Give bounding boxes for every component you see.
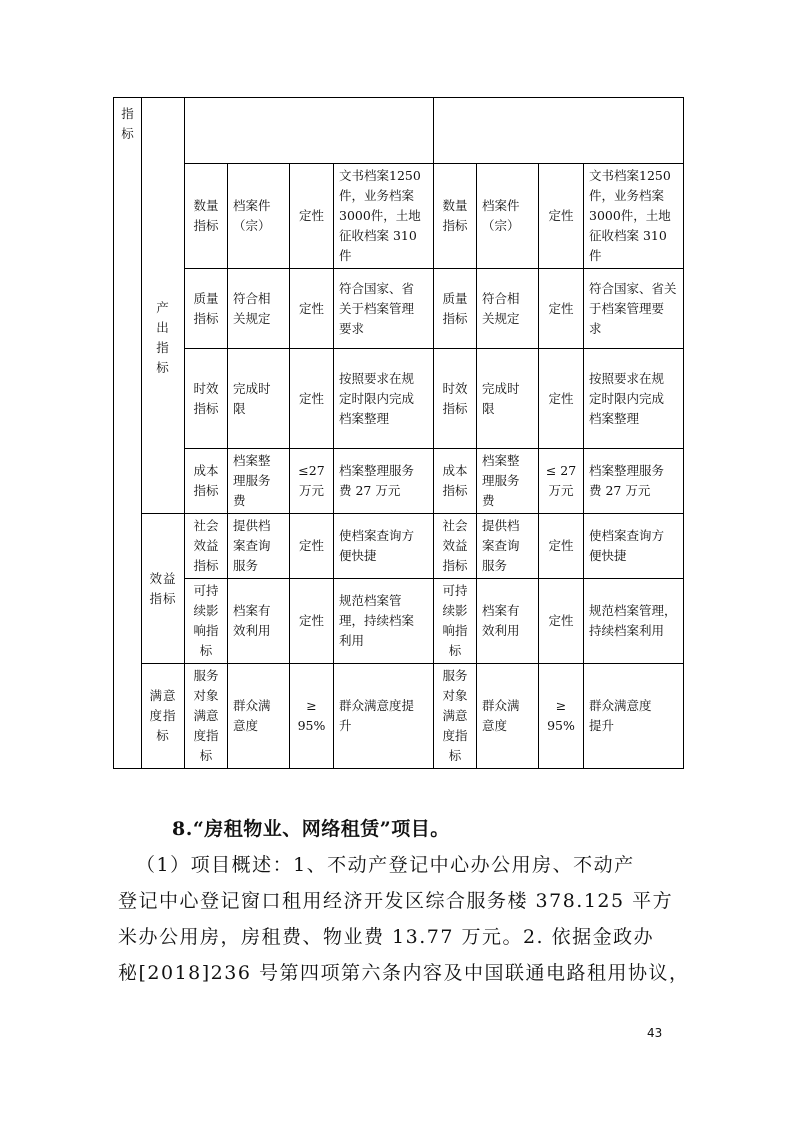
right-indicator-target-cell: 使档案查询方 便快捷	[584, 514, 684, 579]
right-level3-indicator-cell: 可持 续影 响指 标	[434, 579, 477, 664]
right-level3-indicator-cell: 服务 对象 满意 度指 标	[434, 664, 477, 769]
right-indicator-name-cell: 档案整 理服务 费	[477, 449, 539, 514]
left-level3-indicator-cell: 成本 指标	[185, 449, 228, 514]
right-indicator-name-cell: 完成时 限	[477, 349, 539, 449]
left-indicator-name-cell: 群众满 意度	[228, 664, 290, 769]
indicator-row	[114, 664, 684, 769]
left-indicator-name-cell: 档案整 理服务 费	[228, 449, 290, 514]
left-indicator-nature-cell: 定性	[290, 514, 334, 579]
right-indicator-nature-cell: 定性	[539, 269, 584, 349]
paragraph-line-3: 米办公用房，房租费、物业费 13.77 万元。2. 依据金政办	[118, 926, 655, 948]
indicator-row	[114, 349, 684, 449]
left-level3-indicator-cell: 社会 效益 指标	[185, 514, 228, 579]
right-indicator-name-cell: 提供档 案查询 服务	[477, 514, 539, 579]
level2-output-cell: 产 出 指 标	[142, 164, 185, 514]
left-level3-indicator-cell: 时效 指标	[185, 349, 228, 449]
indicator-row	[114, 449, 684, 514]
left-level3-indicator-cell: 质量 指标	[185, 269, 228, 349]
paragraph-line-2: 登记中心登记窗口租用经济开发区综合服务楼 378.125 平方	[118, 890, 674, 912]
performance-indicator-table	[113, 97, 684, 769]
left-indicator-target-cell: 使档案查询方 便快捷	[334, 514, 434, 579]
left-level3-indicator-cell: 数量 指标	[185, 164, 228, 269]
left-indicator-target-cell: 规范档案管 理，持续档案 利用	[334, 579, 434, 664]
left-indicator-target-cell: 群众满意度提 升	[334, 664, 434, 769]
indicator-row	[114, 269, 684, 349]
right-indicator-nature-cell: 定性	[539, 164, 584, 269]
level2-satisfaction-cell: 满意 度指 标	[142, 664, 185, 769]
paragraph-line-1: （1）项目概述：1、不动产登记中心办公用房、不动产	[136, 854, 635, 876]
right-level3-indicator-cell: 质量 指标	[434, 269, 477, 349]
left-indicator-target-cell: 档案整理服务 费 27 万元	[334, 449, 434, 514]
indicator-row	[114, 164, 684, 269]
right-indicator-target-cell: 档案整理服务 费 27 万元	[584, 449, 684, 514]
paragraph-line-4: 秘[2018]236 号第四项第六条内容及中国联通电路租用协议，	[118, 962, 690, 984]
left-level3-indicator-cell: 可持 续影 响指 标	[185, 579, 228, 664]
left-indicator-name-cell: 档案有 效利用	[228, 579, 290, 664]
level2-benefit-cell: 效益 指标	[142, 514, 185, 664]
right-level3-indicator-cell: 时效 指标	[434, 349, 477, 449]
section-heading: 8.“房租物业、网络租赁”项目。	[172, 818, 450, 840]
left-indicator-nature-cell: 定性	[290, 349, 334, 449]
left-indicator-nature-cell: 定性	[290, 164, 334, 269]
left-indicator-target-cell: 按照要求在规 定时限内完成 档案整理	[334, 349, 434, 449]
right-indicator-name-cell: 档案件 （宗）	[477, 164, 539, 269]
right-level3-indicator-cell: 数量 指标	[434, 164, 477, 269]
left-indicator-target-cell: 符合国家、省 关于档案管理 要求	[334, 269, 434, 349]
right-indicator-nature-cell: 定性	[539, 579, 584, 664]
right-indicator-target-cell: 符合国家、省关 于档案管理要 求	[584, 269, 684, 349]
left-indicator-nature-cell: 定性	[290, 579, 334, 664]
right-indicator-target-cell: 群众满意度 提升	[584, 664, 684, 769]
left-indicator-name-cell: 档案件 （宗）	[228, 164, 290, 269]
indicator-row	[114, 579, 684, 664]
left-indicator-name-cell: 提供档 案查询 服务	[228, 514, 290, 579]
right-indicator-name-cell: 符合相 关规定	[477, 269, 539, 349]
right-indicator-target-cell: 规范档案管理， 持续档案利用	[584, 579, 684, 664]
right-indicator-nature-cell: 定性	[539, 514, 584, 579]
left-indicator-name-cell: 符合相 关规定	[228, 269, 290, 349]
left-indicator-nature-cell: 定性	[290, 269, 334, 349]
right-indicator-name-cell: 群众满 意度	[477, 664, 539, 769]
right-indicator-nature-cell: ≥ 95%	[539, 664, 584, 769]
right-level3-indicator-cell: 成本 指标	[434, 449, 477, 514]
right-indicator-target-cell: 按照要求在规 定时限内完成 档案整理	[584, 349, 684, 449]
right-level3-indicator-cell: 社会 效益 指标	[434, 514, 477, 579]
left-indicator-nature-cell: ≤27 万元	[290, 449, 334, 514]
right-indicator-name-cell: 档案有 效利用	[477, 579, 539, 664]
left-indicator-name-cell: 完成时 限	[228, 349, 290, 449]
right-indicator-target-cell: 文书档案1250 件，业务档案 3000件，土地 征收档案 310 件	[584, 164, 684, 269]
left-indicator-target-cell: 文书档案1250 件，业务档案 3000件，土地 征收档案 310 件	[334, 164, 434, 269]
level1-indicator-cell: 指 标	[114, 98, 142, 769]
left-level3-indicator-cell: 服务 对象 满意 度指 标	[185, 664, 228, 769]
right-indicator-nature-cell: 定性	[539, 349, 584, 449]
indicator-row	[114, 514, 684, 579]
right-indicator-nature-cell: ≤ 27 万元	[539, 449, 584, 514]
page-number: 43	[647, 1026, 663, 1040]
left-indicator-nature-cell: ≥ 95%	[290, 664, 334, 769]
